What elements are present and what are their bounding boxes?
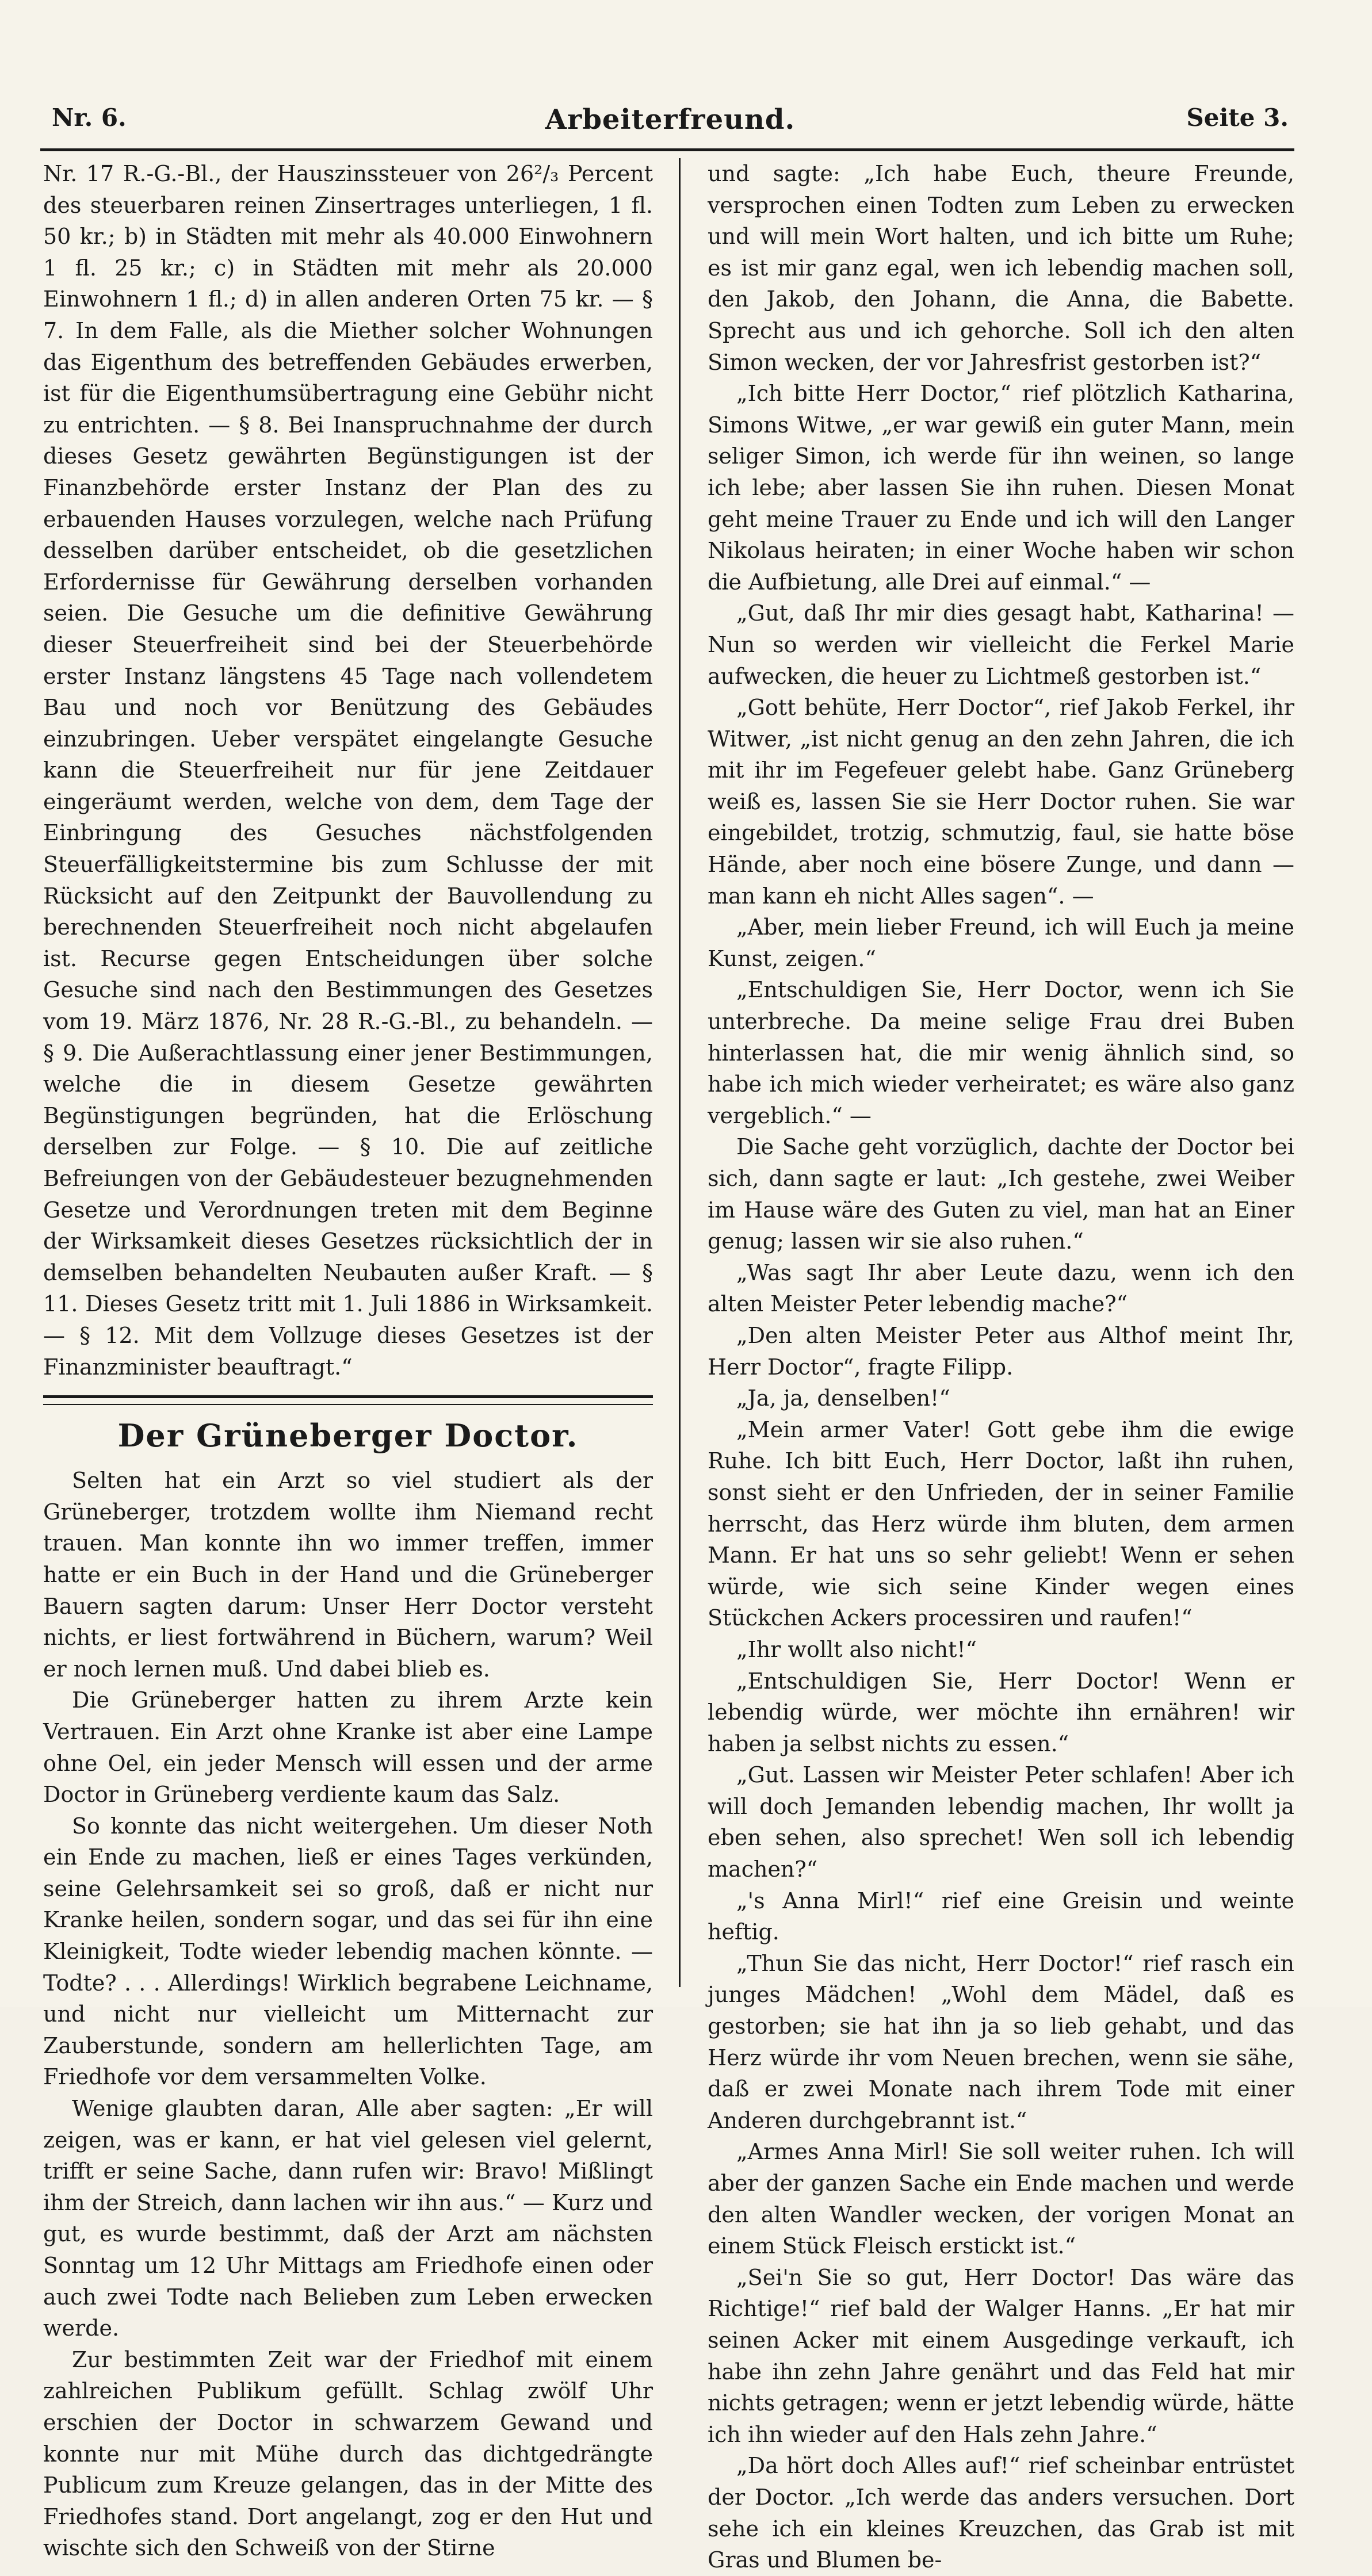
story-paragraph: „Armes Anna Mirl! Sie soll weiter ruhen. Ich will aber der ganzen Sache ein Ende machen und werde den alten Wandler wecken, der vorigen Monat an einem Stück Fleisch erstickt ist.“	[708, 2139, 1294, 2259]
story-paragraph: „Gut. Lassen wir Meister Peter schlafen! Aber ich will doch Jemanden lebendig machen, Ihr wollt ja eben sehen, also sprechet! Wen soll ich lebendig machen?“	[708, 1762, 1294, 1882]
page-number: Seite 3.	[1186, 104, 1289, 132]
story-paragraph: „Entschuldigen Sie, Herr Doctor, wenn ich Sie unterbreche. Da meine selige Frau drei Buben hinterlassen hat, die mir wenig ähnlich sind, so habe ich mich wieder verheiratet; es wäre also ganz vergeblich.“ —	[708, 977, 1294, 1128]
story-paragraph: Die Sache geht vorzüglich, dachte der Doctor bei sich, dann sagte er laut: „Ich gestehe, zwei Weiber im Hause wäre des Guten zu viel, man hat an Einer genug; lassen wir sie also ruhen.“	[708, 1134, 1294, 1254]
page-header	[52, 104, 1289, 144]
story-paragraph: „Gut, daß Ihr mir dies gesagt habt, Katharina! — Nun so werden wir vielleicht die Ferkel Marie aufwecken, die heuer zu Lichtmeß gestorben ist.“	[708, 600, 1294, 689]
story-title: Der Grüneberger Doctor.	[117, 1417, 579, 1454]
left-column	[43, 158, 653, 2561]
story-paragraph: Selten hat ein Arzt so viel studiert als der Grüneberger, trotzdem wollte ihm Niemand recht trauen. Man konnte ihn wo immer treffen, immer hatte er ein Buch in der Hand und die Grüneberger Bauern sagten darum: Unser Herr Doctor versteht nichts, er liest fortwährend in Büchern, warum? Weil er noch lernen muß. Und dabei blieb es.	[43, 1468, 653, 1682]
story-paragraph: „Sei'n Sie so gut, Herr Doctor! Das wäre das Richtige!“ rief bald der Walger Hanns. „Er hat mir seinen Acker mit einem Ausgedinge verkauft, ich habe ihn zehn Jahre genährt und das Feld hat mir nichts getragen; wenn er jetzt lebendig würde, hätte ich ihn wieder auf den Hals zehn Jahre.“	[708, 2264, 1294, 2447]
story-paragraph: und sagte: „Ich habe Euch, theure Freunde, versprochen einen Todten zum Leben zu erwecken und will mein Wort halten, und ich bitte um Ruhe; es ist mir ganz egal, wen ich lebendig machen soll, den Jakob, den Johann, die Anna, die Babette. Sprecht aus und ich gehorche. Soll ich den alten Simon wecken, der vor Jahresfrist gestorben ist?“	[708, 161, 1294, 375]
story-paragraph: Zur bestimmten Zeit war der Friedhof mit einem zahlreichen Publikum gefüllt. Schlag zwölf Uhr erschien der Doctor in schwarzem Gewand und konnte nur mit Mühe durch das dichtgedrängte Publicum zum Kreuze gelangen, das in der Mitte des Friedhofes stand. Dort angelangt, zog er den Hut und wischte sich den Schweiß von der Stirne	[43, 2347, 653, 2561]
story-paragraph: „Thun Sie das nicht, Herr Doctor!“ rief rasch ein junges Mädchen! „Wohl dem Mädel, daß es gestorben; sie hat ihn ja so lieb gehabt, und das Herz würde ihr vom Neuen brechen, wenn sie sähe, daß er zwei Monate nach ihrem Tode mit einer Anderen durchgebrannt ist.“	[708, 1950, 1294, 2133]
story-paragraph: „Ihr wollt also nicht!“	[736, 1636, 977, 1662]
story-paragraph: „Da hört doch Alles auf!“ rief scheinbar entrüstet der Doctor. „Ich werde das anders versuchen. Dort sehe ich ein kleines Kreuzchen, das Grab ist mit Gras und Blumen be-	[708, 2453, 1294, 2573]
right-column	[708, 158, 1294, 2573]
issue-number: Nr. 6.	[52, 104, 127, 132]
newspaper-title: Arbeiterfreund.	[545, 104, 796, 136]
story-paragraph: „'s Anna Mirl!“ rief eine Greisin und weinte heftig.	[708, 1888, 1294, 1945]
story-paragraph: Wenige glaubten daran, Alle aber sagten: „Er will zeigen, was er kann, er hat viel gelesen viel gelernt, trifft er seine Sache, dann rufen wir: Bravo! Mißlingt ihm der Streich, dann lachen wir ihn aus.“ — Kurz und gut, es wurde bestimmt, daß der Arzt am nächsten Sonntag um 12 Uhr Mittags am Friedhofe einen oder auch zwei Todte nach Belieben zum Leben erwecken werde.	[43, 2096, 653, 2341]
story-paragraph: „Aber, mein lieber Freund, ich will Euch ja meine Kunst, zeigen.“	[708, 914, 1294, 971]
story-paragraph: „Was sagt Ihr aber Leute dazu, wenn ich den alten Meister Peter lebendig mache?“	[708, 1260, 1294, 1317]
story-paragraph: „Mein armer Vater! Gott gebe ihm die ewige Ruhe. Ich bitt Euch, Herr Doctor, laßt ihn ruhen, sonst sieht er den Unfrieden, der in seiner Familie herrscht, das Herz würde ihm bluten, dem armen Mann. Er hat uns so sehr geliebt! Wenn er sehen würde, wie sich seine Kinder wegen eines Stückchen Ackers processiren und raufen!“	[708, 1417, 1294, 1631]
story-paragraph: „Ja, ja, denselben!“	[736, 1385, 950, 1411]
column-divider	[679, 158, 681, 1987]
story-paragraph: „Ich bitte Herr Doctor,“ rief plötzlich Katharina, Simons Witwe, „er war gewiß ein guter Mann, mein seliger Simon, ich werde für ihn weinen, so lange ich lebe; aber lassen Sie ihn ruhen. Diesen Monat geht meine Trauer zu Ende und ich will den Langer Nikolaus heiraten; in einer Woche haben wir schon die Aufbietung, alle Drei auf einmal.“ —	[708, 381, 1294, 595]
story-paragraph: „Den alten Meister Peter aus Althof meint Ihr, Herr Doctor“, fragte Filipp.	[708, 1322, 1294, 1380]
story-paragraph: Die Grüneberger hatten zu ihrem Arzte kein Vertrauen. Ein Arzt ohne Kranke ist aber eine Lampe ohne Oel, ein jeder Mensch will essen und der arme Doctor in Grüneberg verdiente kaum das Salz.	[43, 1687, 653, 1808]
story-paragraph: „Entschuldigen Sie, Herr Doctor! Wenn er lebendig würde, wer möchte ihn ernähren! wir haben ja selbst nichts zu essen.“	[708, 1668, 1294, 1756]
header-rule	[40, 148, 1294, 151]
section-separator	[43, 1395, 653, 1405]
story-paragraph: „Gott behüte, Herr Doctor“, rief Jakob Ferkel, ihr Witwer, „ist nicht genug an den zehn Jahren, die ich mit ihr im Fegefeuer gelebt habe. Ganz Grüneberg weiß es, lassen Sie sie Herr Doctor ruhen. Sie war eingebildet, trotzig, schmutzig, faul, sie hatte böse Hände, aber noch eine bösere Zunge, und dann — man kann eh nicht Alles sagen“. —	[708, 695, 1294, 909]
story-paragraph: So konnte das nicht weitergehen. Um dieser Noth ein Ende zu machen, ließ er eines Tages verkünden, seine Gelehrsamkeit sei so groß, daß er nicht nur Kranke heilen, sondern sogar, und das sei für ihn eine Kleinigkeit, Todte wieder lebendig machen könnte. — Todte? . . . Allerdings! Wirklich begrabene Leichname, und nicht nur vielleicht um Mitternacht zur Zauberstunde, sondern am hellerlichten Tage, am Friedhofe vor dem versammelten Volke.	[43, 1813, 653, 2090]
law-text-paragraph: Nr. 17 R.-G.-Bl., der Hauszinssteuer von 26²/₃ Percent des steuerbaren reinen Zinsertrages unterliegen, 1 fl. 50 kr.; b) in Städten mit mehr als 40.000 Einwohnern 1 fl. 25 kr.; c) in Städten mit mehr als 20.000 Einwohnern 1 fl.; d) in allen anderen Orten 75 kr. — § 7. In dem Falle, als die Miether solcher Wohnungen das Eigenthum des betreffenden Gebäudes erwerben, ist für die Eigenthumsübertragung eine Gebühr nicht zu entrichten. — § 8. Bei Inanspruchnahme der durch dieses Gesetz gewährten Begünstigungen ist der Finanzbehörde erster Instanz der Plan des zu erbauenden Hauses vorzulegen, welche nach Prüfung desselben darüber entscheidet, ob die gesetzlichen Erfordernisse für Gewährung derselben vorhanden seien. Die Gesuche um die definitive Gewährung dieser Steuerfreiheit sind bei der Steuerbehörde erster Instanz längstens 45 Tage nach vollendetem Bau und noch vor Benützung des Gebäudes einzubringen. Ueber verspätet eingelangte Gesuche kann die Steuerfreiheit nur für jene Zeitdauer eingeräumt werden, welche von dem, dem Tage der Einbringung des Gesuches nächstfolgenden Steuerfälligkeitstermine bis zum Schlusse der mit Rücksicht auf den Zeitpunkt der Bauvollendung zu berechnenden Steuerfreiheit noch nicht abgelaufen ist. Recurse gegen Entscheidungen über solche Gesuche sind nach den Bestimmungen des Gesetzes vom 19. März 1876, Nr. 28 R.-G.-Bl., zu behandeln. — § 9. Die Außerachtlassung einer jener Bestimmungen, welche die in diesem Gesetze gewährten Begünstigungen begründen, hat die Erlöschung derselben zur Folge. — § 10. Die auf zeitliche Befreiungen von der Gebäudesteuer bezugnehmenden Gesetze und Verordnungen treten mit dem Beginne der Wirksamkeit dieses Gesetzes rücksichtlich der in demselben behandelten Neubauten außer Kraft. — § 11. Dieses Gesetz tritt mit 1. Juli 1886 in Wirksamkeit. — § 12. Mit dem Vollzuge dieses Gesetzes ist der Finanzminister beauftragt.“	[43, 161, 653, 1380]
